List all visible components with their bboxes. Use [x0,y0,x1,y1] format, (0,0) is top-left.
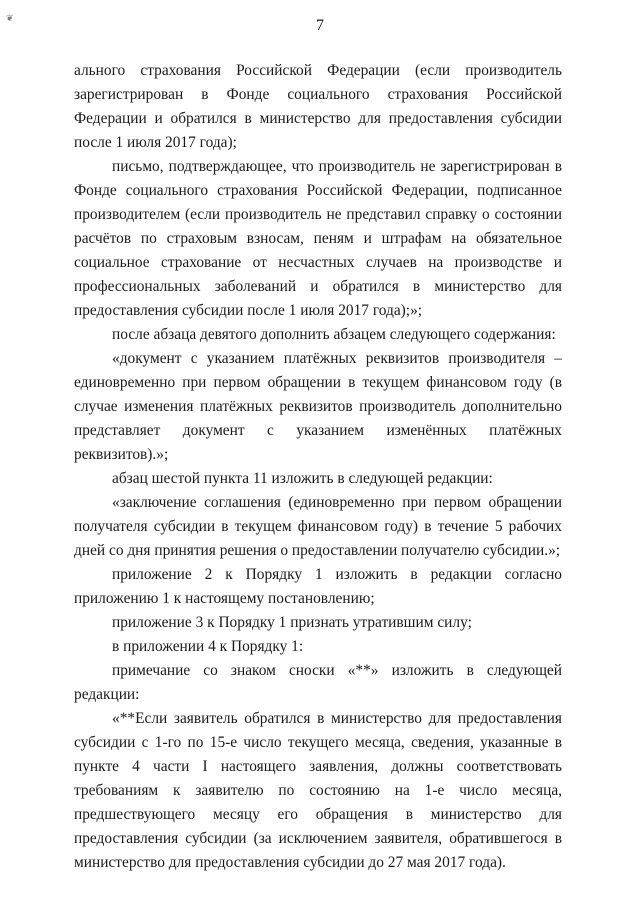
page-number: 7 [316,17,324,34]
corner-scan-mark: ❦ [6,13,14,23]
paragraph-appendix-4: в приложении 4 к Порядку 1: [112,638,304,655]
paragraph-sixth-point-11: абзац шестой пункта 11 изложить в следующей редакции: [112,470,493,487]
paragraph-footnote-text: «**Если заявитель обратился в министерство для предоставления субсидии с 1-го по 15-е число текущего месяца, сведения, указанные в пункте 4 части I настоящего заявления, должны соответствовать требованиям к заявителю по состоянию на 1-е число месяца, предшествующего месяцу его обращения в министерство для предоставления субсидии (за исключением заявителя, обратившегося в министерство для предоставления субсидии до 27 мая 2017 года). [74,710,562,871]
paragraph-after-ninth: после абзаца девятого дополнить абзацем следующего содержания: [112,326,556,343]
paragraph-agreement: «заключение соглашения (единовременно при первом обращении получателя субсидии в текущем финансовом году) в течение 5 рабочих дней со дня принятия решения о предоставлении получателю субсидии.»; [74,494,562,559]
paragraph-payment-details: «документ с указанием платёжных реквизитов производителя – единовременно при первом обращении в текущем финансовом году (в случае изменения платёжных реквизитов производитель дополнительно представляет документ с указанием изменённых платёжных реквизитов).»; [74,350,562,463]
paragraph-continuation: ального страхования Российской Федерации (если производитель зарегистрирован в Фонде социального страхования Российской Федерации и обратился в министерство для предоставления субсидии после 1 июля 2017 года); [74,62,562,151]
paragraph-appendix-2: приложение 2 к Порядку 1 изложить в редакции согласно приложению 1 к настоящему постановлению; [74,566,562,607]
document-body [74,59,562,875]
paragraph-footnote-note: примечание со знаком сноски «**» изложить в следующей редакции: [74,662,562,703]
paragraph-letter-confirmation: письмо, подтверждающее, что производитель не зарегистрирован в Фонде социального страхования Российской Федерации, подписанное производителем (если производитель не представил справку о состоянии расчётов по страховым взносам, пеням и штрафам на обязательное социальное страхование от несчастных случаев на производстве и профессиональных заболеваний и обратился в министерство для предоставления субсидии после 1 июля 2017 года);»; [74,158,562,319]
paragraph-appendix-3: приложение 3 к Порядку 1 признать утратившим силу; [112,614,472,631]
